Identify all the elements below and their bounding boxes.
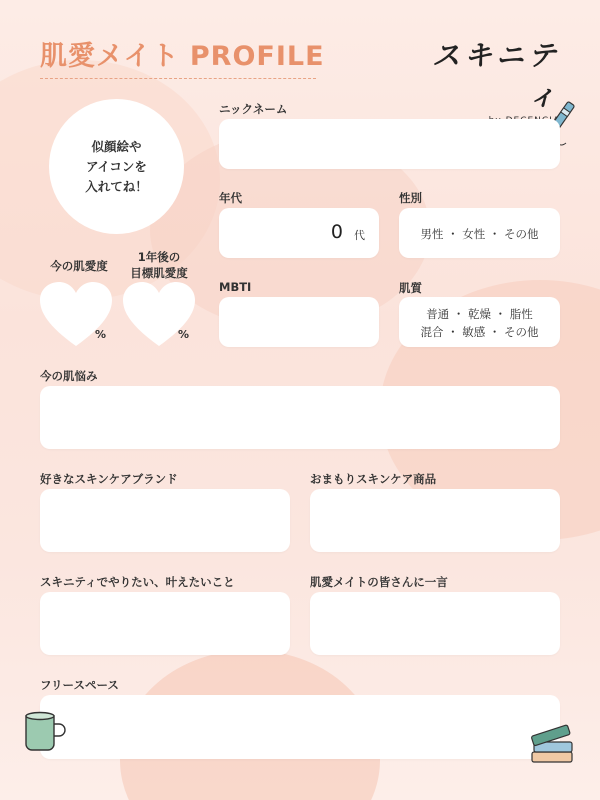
skin-options-row2: 混合 ・ 敏感 ・ その他	[420, 325, 539, 339]
mbti-field[interactable]	[219, 297, 379, 347]
skin-options-row1: 普通 ・ 乾燥 ・ 脂性	[426, 307, 533, 321]
age-unit: 代	[354, 229, 365, 242]
age-label: 年代	[219, 191, 242, 205]
skin-type-field[interactable]	[399, 297, 560, 347]
title-divider	[40, 78, 316, 79]
favorite-brand-field[interactable]	[40, 489, 290, 552]
worries-label: 今の肌悩み	[40, 369, 98, 383]
todo-label: スキニティでやりたい、叶えたいこと	[40, 575, 235, 589]
free-space-field[interactable]	[40, 695, 560, 759]
todo-field[interactable]	[40, 592, 290, 655]
gender-field[interactable]	[399, 208, 560, 258]
brand-logo	[420, 34, 560, 126]
love-future-label: 1年後の 目標肌愛度	[130, 250, 188, 280]
amulet-product-label: おまもりスキンケア商品	[310, 472, 437, 486]
free-space-label: フリースペース	[40, 678, 119, 692]
love-now-percent: %	[95, 328, 107, 341]
age-value: 0	[330, 221, 343, 243]
nickname-label: ニックネーム	[219, 102, 288, 116]
nickname-field[interactable]	[219, 119, 560, 169]
mug-icon	[22, 710, 70, 754]
mbti-label: MBTI	[219, 280, 252, 294]
gender-options: 男性 ・ 女性 ・ その他	[420, 227, 539, 241]
age-field[interactable]	[219, 208, 379, 258]
gender-label: 性別	[399, 191, 422, 205]
favorite-brand-label: 好きなスキンケアブランド	[40, 472, 178, 486]
amulet-product-field[interactable]	[310, 489, 560, 552]
message-label: 肌愛メイトの皆さんに一言	[310, 575, 448, 589]
worries-field[interactable]	[40, 386, 560, 449]
skin-type-label: 肌質	[399, 281, 422, 295]
books-icon	[526, 724, 578, 770]
message-field[interactable]	[310, 592, 560, 655]
love-now-label: 今の肌愛度	[50, 259, 108, 273]
avatar-placeholder[interactable]: 似顔絵や アイコンを 入れてね！	[49, 99, 184, 234]
page-title: 肌愛メイト PROFILE	[40, 41, 325, 72]
brand-name: スキニティ	[431, 39, 560, 112]
love-future-percent: %	[178, 328, 190, 341]
